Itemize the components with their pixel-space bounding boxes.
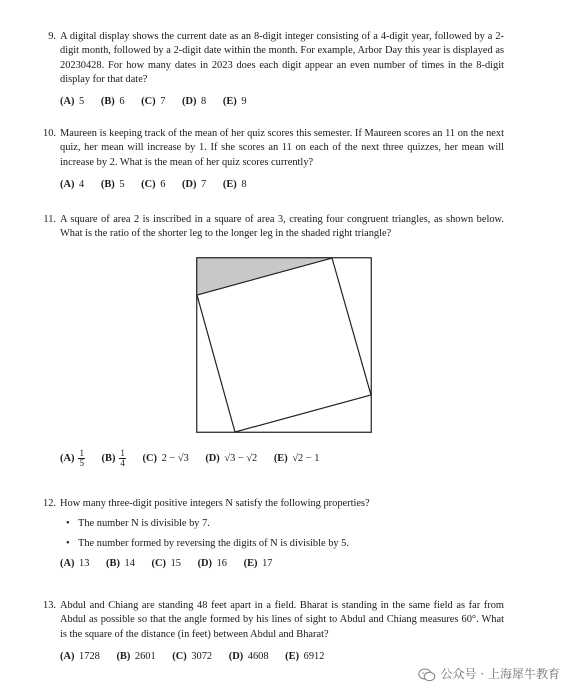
problem-10 bbox=[34, 127, 504, 193]
choice-b[interactable]: (B) 6 bbox=[100, 96, 125, 108]
answer-choices bbox=[60, 557, 504, 572]
choice-c[interactable]: (C) 3072 bbox=[172, 651, 213, 663]
choice-a[interactable]: (A) 13 bbox=[60, 558, 90, 570]
choice-d[interactable]: (D) √3 − √2 bbox=[205, 452, 258, 464]
problem-13 bbox=[34, 599, 504, 665]
choice-e[interactable]: (E) 17 bbox=[243, 558, 273, 570]
answer-choices bbox=[60, 95, 504, 110]
inscribed-squares-figure bbox=[196, 257, 372, 433]
choice-e[interactable]: (E) √2 − 1 bbox=[273, 452, 320, 464]
problem-11-choices bbox=[34, 449, 504, 469]
watermark bbox=[418, 666, 560, 683]
bullet-list bbox=[60, 517, 504, 551]
answer-choices bbox=[60, 178, 504, 193]
problem-12 bbox=[34, 497, 504, 572]
choice-a[interactable]: (A) 5 bbox=[60, 96, 85, 108]
problem-text: Abdul and Chiang are standing 48 feet apart in a field. Bharat is standing in the same field as far from Abdul as possible so that the angle formed by his lines of sight to Abdul and Chiang measures 60°. What is the square of the distance (in feet) between Abdul and Bharat? bbox=[60, 600, 504, 640]
choice-a[interactable]: (A) $\frac{1}{5}$ bbox=[60, 448, 84, 469]
choice-d[interactable]: (D) 4608 bbox=[228, 651, 269, 663]
problem-text: How many three-digit positive integers N satisfy the following properties? bbox=[60, 498, 370, 509]
problem-11 bbox=[34, 213, 504, 242]
problem-text: A digital display shows the current date as an 8-digit integer consisting of a 4-digit year, followed by a 2-digit month, followed by a 2-digit date within the month. For example, Arbor Day this year is displayed as 20230428. For how many dates in 2023 does each digit appear an even number of times in the 8-digit display for that date? bbox=[60, 31, 504, 86]
problem-text: Maureen is keeping track of the mean of her quiz scores this semester. If Maureen scores an 11 on the next quiz, her mean will increase by 1. If she scores an 11 on each of the next three quizzes, her mean will increase by 2. What is the mean of her quiz scores currently? bbox=[60, 128, 504, 168]
list-item: • The number N is divisible by 7. bbox=[66, 518, 210, 530]
choice-a[interactable]: (A) 1728 bbox=[60, 651, 100, 663]
choice-d[interactable]: (D) 8 bbox=[182, 96, 207, 108]
problem-number: 12. bbox=[43, 498, 56, 509]
choice-b[interactable]: (B) $\frac{1}{4}$ bbox=[101, 448, 125, 469]
problem-number: 9. bbox=[48, 31, 56, 42]
fraction: $\frac{1}{4}$ bbox=[120, 448, 125, 469]
choice-a[interactable]: (A) 4 bbox=[60, 179, 85, 191]
problem-number: 10. bbox=[43, 128, 56, 139]
choice-b[interactable]: (B) 14 bbox=[106, 558, 135, 570]
problem-text: A square of area 2 is inscribed in a square of area 3, creating four congruent triangles, as shown below. What is the ratio of the shorter leg to the longer leg in the shaded right triangle? bbox=[60, 214, 504, 240]
watermark-text: 公众号 · 上海犀牛教育 bbox=[440, 667, 560, 682]
problem-9 bbox=[34, 30, 504, 110]
wechat-icon bbox=[418, 668, 436, 682]
choice-d[interactable]: (D) 16 bbox=[197, 558, 227, 570]
choice-c[interactable]: (C) 6 bbox=[141, 179, 166, 191]
answer-choices bbox=[60, 449, 504, 469]
choice-d[interactable]: (D) 7 bbox=[182, 179, 207, 191]
list-item: • The number formed by reversing the digits of N is divisible by 5. bbox=[66, 537, 349, 549]
problem-number: 13. bbox=[43, 600, 56, 611]
choice-c[interactable]: (C) 15 bbox=[151, 558, 181, 570]
answer-choices bbox=[60, 650, 504, 665]
choice-e[interactable]: (E) 8 bbox=[222, 179, 247, 191]
choice-b[interactable]: (B) 5 bbox=[100, 179, 125, 191]
problem-number: 11. bbox=[43, 214, 56, 225]
choice-b[interactable]: (B) 2601 bbox=[116, 651, 156, 663]
choice-c[interactable]: (C) 7 bbox=[141, 96, 166, 108]
choice-e[interactable]: (E) 6912 bbox=[285, 651, 325, 663]
choice-c[interactable]: (C) 2 − √3 bbox=[142, 452, 189, 464]
fraction: $\frac{1}{5}$ bbox=[79, 448, 84, 469]
choice-e[interactable]: (E) 9 bbox=[222, 96, 247, 108]
